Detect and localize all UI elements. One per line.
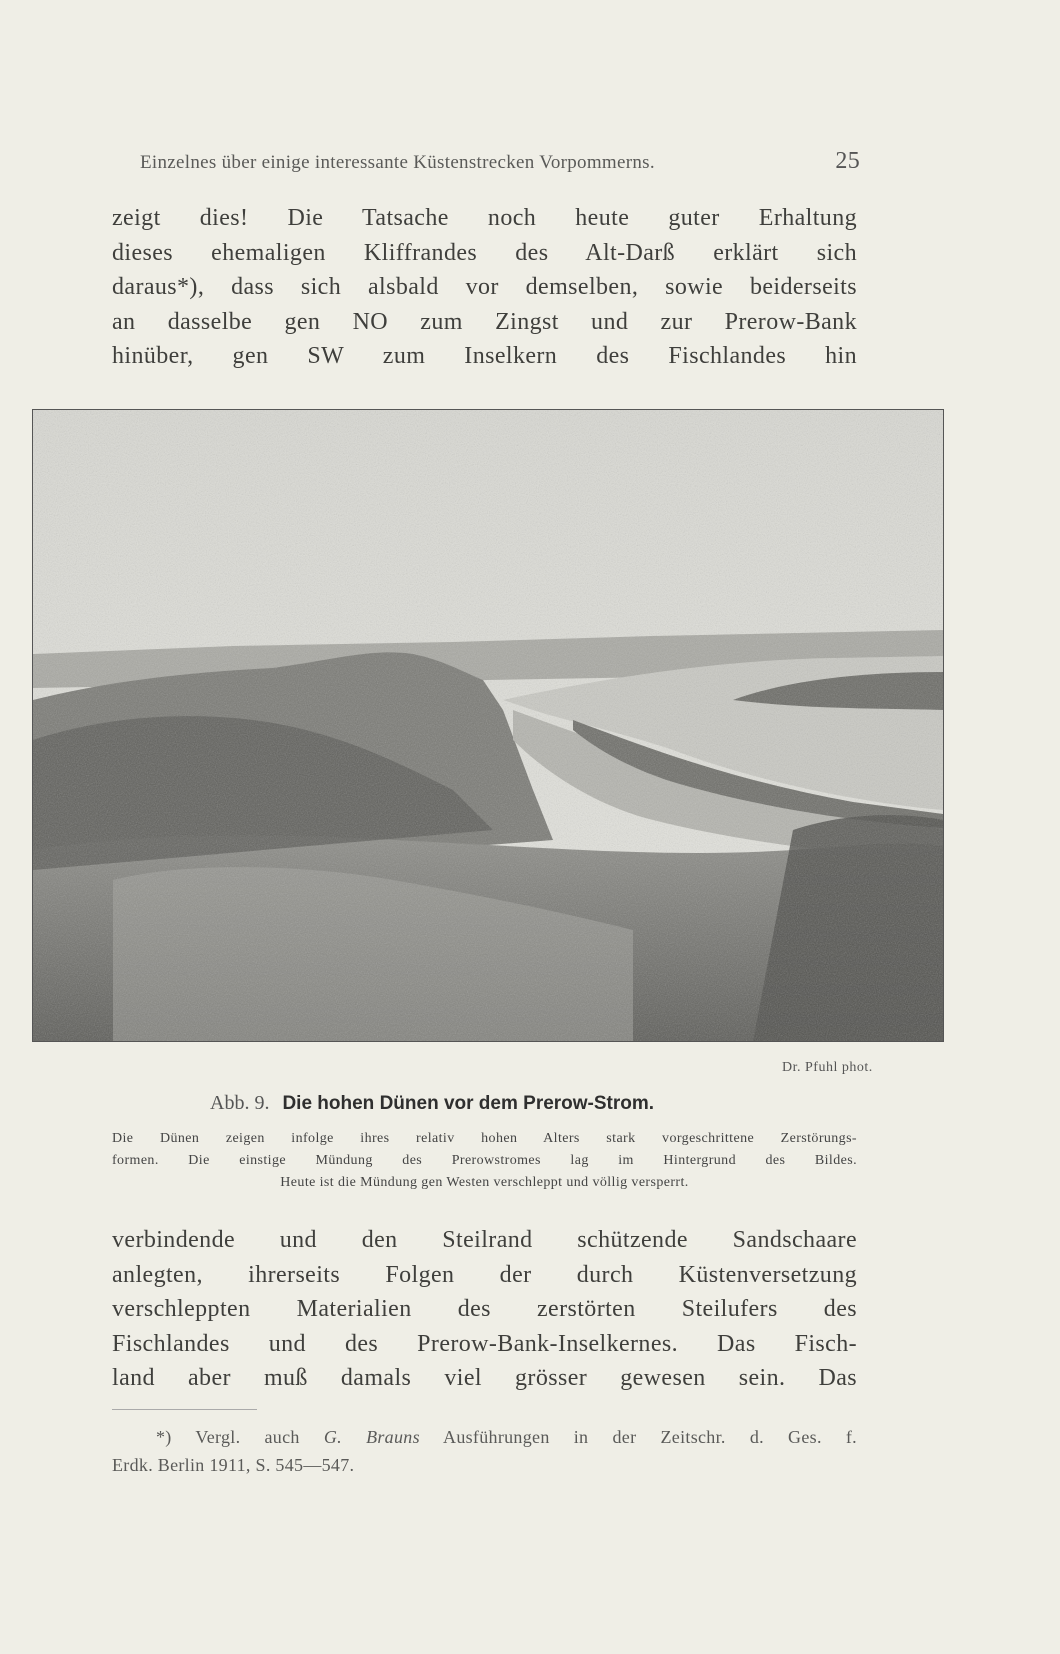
figure-caption: [112, 1128, 857, 1194]
footnote: [112, 1423, 857, 1479]
running-head-title: Einzelnes über einige interessante Küstenstrecken Vorpommerns.: [140, 152, 655, 173]
text-line: land aber muß damals viel grösser gewesen sein. Das: [112, 1365, 857, 1391]
caption-line: formen. Die einstige Mündung des Prerowstromes lag im Hintergrund des Bildes.: [112, 1153, 857, 1168]
text-line: an dasselbe gen NO zum Zingst und zur Prerow-Bank: [112, 308, 857, 335]
text-line: anlegten, ihrerseits Folgen der durch Küstenversetzung: [112, 1261, 857, 1288]
text-line: zeigt dies! Die Tatsache noch heute guter Erhaltung: [112, 205, 857, 231]
text-line: Fischlandes und des Prerow-Bank-Inselkernes. Das Fisch-: [112, 1330, 857, 1357]
footnote-line: Erdk. Berlin 1911, S. 545—547.: [112, 1455, 355, 1475]
dune-photograph: [32, 409, 944, 1042]
page-number: 25: [835, 148, 860, 174]
top-paragraph: [112, 201, 857, 374]
footnote-suffix: Ausführungen in der Zeitschr. d. Ges. f.: [443, 1427, 857, 1447]
footnote-divider: [112, 1409, 257, 1410]
figure-title: [210, 1092, 654, 1115]
text-line: hinüber, gen SW zum Inselkern des Fischlandes hin: [112, 343, 857, 369]
footnote-author: G. Brauns: [323, 1427, 420, 1447]
text-line: verschleppten Materialien des zerstörten Steilufers des: [112, 1296, 857, 1322]
figure-label: Abb. 9.: [210, 1092, 270, 1114]
bottom-paragraph: [112, 1223, 857, 1396]
footnote-line: [112, 1423, 857, 1451]
caption-line: Heute ist die Mündung gen Westen verschleppt und völlig versperrt.: [280, 1175, 689, 1190]
caption-line: Die Dünen zeigen infolge ihres relativ hohen Alters stark vorgeschrittene Zerstörungs-: [112, 1131, 857, 1146]
figure-heading: Die hohen Dünen vor dem Prerow-Strom.: [282, 1093, 655, 1114]
text-line: verbindende und den Steilrand schützende Sandschaare: [112, 1227, 857, 1253]
running-head: [140, 148, 860, 175]
footnote-prefix: *) Vergl. auch: [156, 1427, 300, 1447]
text-line: daraus*), dass sich alsbald vor demselben, sowie beiderseits: [112, 274, 857, 300]
photo-credit: Dr. Pfuhl phot.: [782, 1060, 873, 1075]
text-line: dieses ehemaligen Kliffrandes des Alt-Darß erklärt sich: [112, 239, 857, 266]
